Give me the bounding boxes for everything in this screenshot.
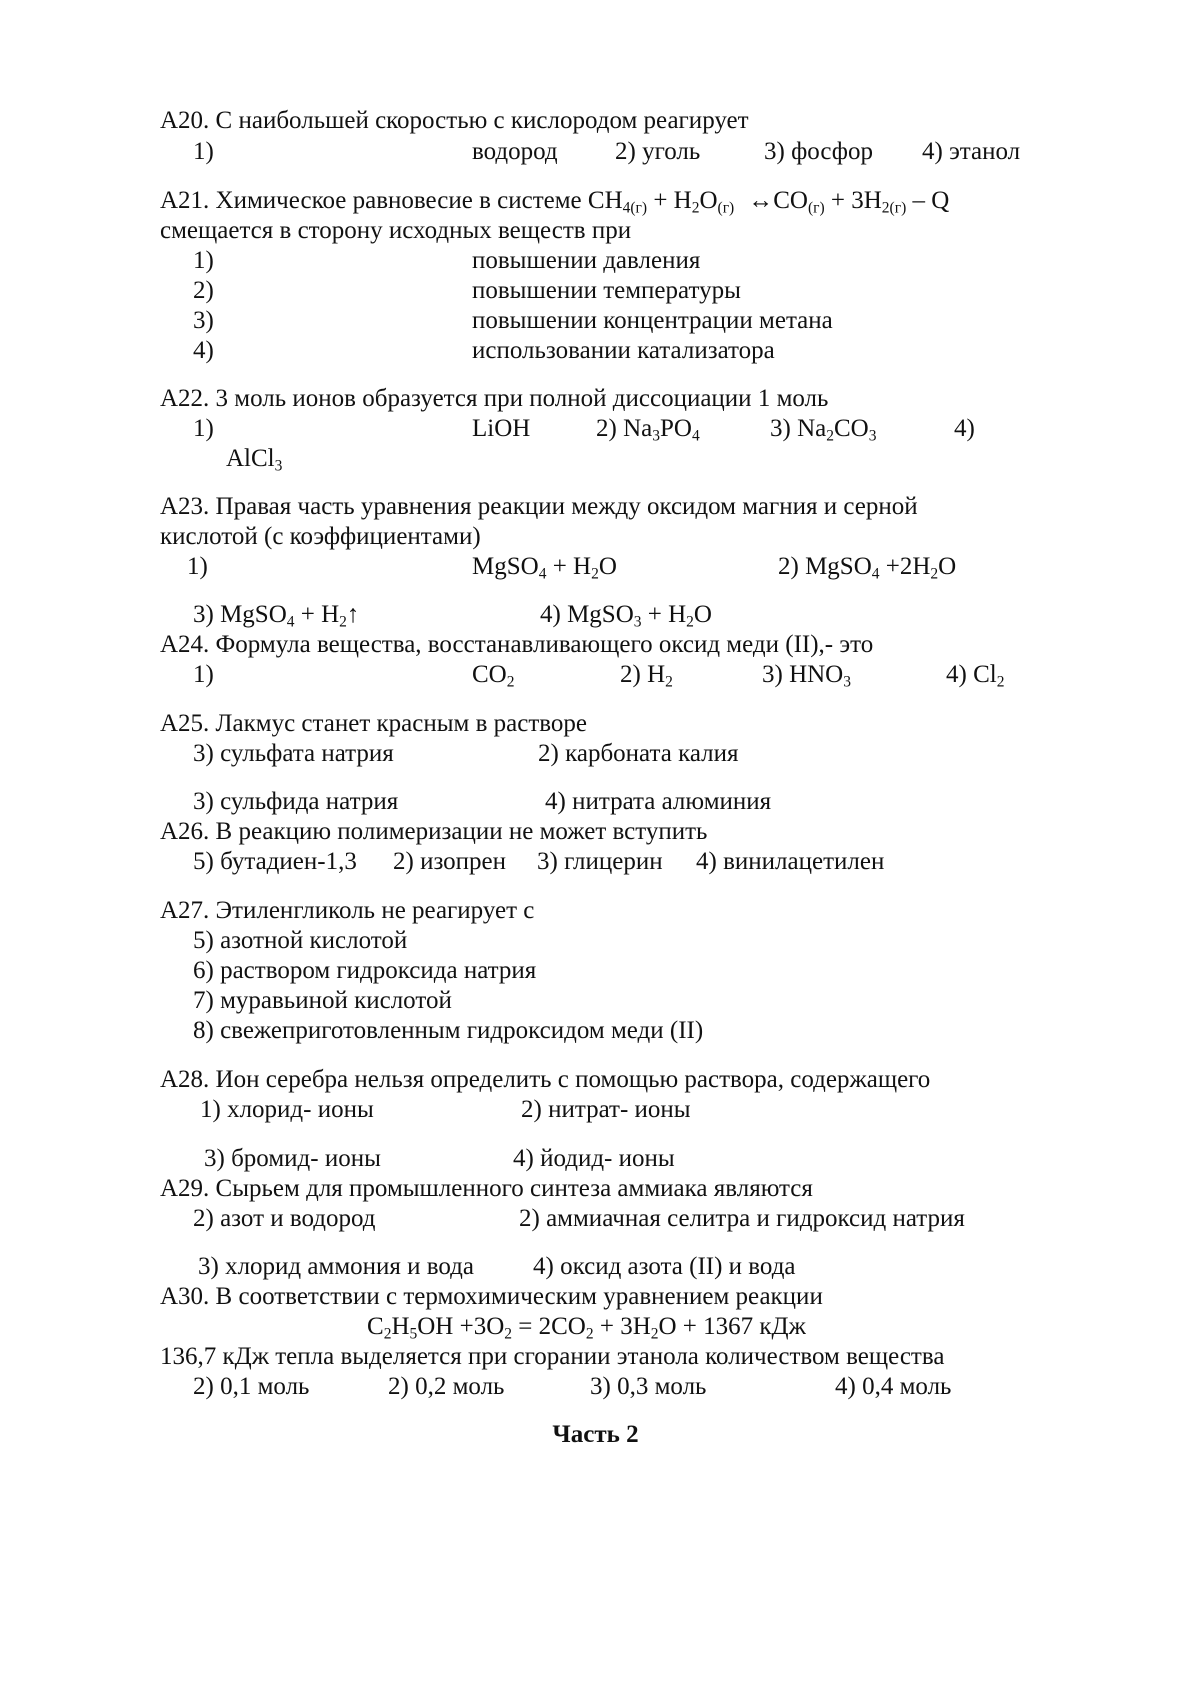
- question-a21-line1: А21. Химическое равновесие в системе $СН_{4(г)} + Н_2О_{(г)}$ $\leftrightarrow СО_{(г)} + 3Н_{2(г)} - Q$: [160, 187, 950, 217]
- option-4: 4) этанол: [922, 138, 1021, 165]
- option-a27-3: 7) муравьиной кислотой: [193, 987, 452, 1014]
- question-a28: А28. Ион серебра нельзя определить с помощью раствора, содержащего: [160, 1066, 931, 1093]
- option-number: 1): [193, 138, 214, 165]
- option-2: 2) уголь: [615, 138, 701, 165]
- option-1: водород: [472, 138, 558, 165]
- option-a27-1: 5) азотной кислотой: [193, 927, 408, 954]
- question-a29: А29. Сырьем для промышленного синтеза аммиака являются: [160, 1175, 813, 1202]
- question-a20: А20. С наибольшей скоростью с кислородом реагирует: [160, 107, 749, 134]
- question-a25: А25. Лакмус станет красным в растворе: [160, 710, 587, 737]
- document-page: А20. С наибольшей скоростью с кислородом реагирует 1) водород 2) уголь 3) фосфор 4) этанол А21. Химическое равновесие в системе $СН_{4(г)} + Н_2О_{(г)}$ $\leftrightarrow СО_{(г)} + 3Н_{2(г)} - Q$ смещается в сторону исходных веществ при 1) повышении давления 2) повышении температуры 3) повышении концентрации метана 4) использовании катализатора А22. 3 моль ионов образуется при полной диссоциации 1 моль 1) LiOH 2) $Na_3PO_4$ 3) $Na_2CO_3$ 4) AlCl$_3$ А23. Правая часть уравнения реакции между оксидом магния и серной кислотой (с коэффициентами) 1) MgSO$_4$ + $H_2O$ 2) MgSO$_4$ $+2H_2O$ 3) MgSO$_4$ + $H_2↑$ 4) MgSO$_3$ + $H_2O$ А24. Формула вещества, восстанавливающего оксид меди (II),- это 1) $CO_2$ 2) $H_2$ 3) $HNO_3$ 4) $Cl_2$ А25. Лакмус станет красным в растворе 3) сульфата натрия 2) карбоната калия 3) сульфида натрия 4) нитрата алюминия А26. В реакцию полимеризации не может вступить 5) бутадиен-1,3 2) изопрен 3) глицерин 4) винилацетилен А27. Этиленгликоль не реагирует с 5) азотной кислотой 6) раствором гидроксида натрия 7) муравьиной кислотой 8) свежеприготовленным гидроксидом меди (II) А28. Ион серебра нельзя определить с помощью раствора, содержащего 1) хлорид- ионы 2) нитрат- ионы 3) бромид- ионы 4) йодид- ионы А29. Сырьем для промышленного синтеза аммиака являются 2) азот и водород 2) аммиачная селитра и гидроксид натрия 3) хлорид аммония и вода 4) оксид азота (II) и вода А30. В соответствии с термохимическим уравнением реакции $C_2H_5OH +3O_2 = 2CO_2 + 3H_2O + 1367$ кДж 136,7 кДж тепла выделяется при сгорании этанола количеством вещества 2) 0,1 моль 2) 0,2 моль 3) 0,3 моль 4) 0,4 моль Часть 2: [0, 0, 1191, 1684]
- option-a27-2: 6) раствором гидроксида натрия: [193, 957, 537, 984]
- option-3: 3) фосфор: [764, 138, 873, 165]
- question-a24: А24. Формула вещества, восстанавливающего оксид меди (II),- это: [160, 631, 874, 658]
- question-a27: А27. Этиленгликоль не реагирует с: [160, 897, 535, 924]
- section-heading-part-2: Часть 2: [552, 1421, 639, 1448]
- question-a23-line1: А23. Правая часть уравнения реакции между оксидом магния и серной: [160, 493, 918, 520]
- thermochemical-equation: $C_2H_5OH +3O_2 = 2CO_2 + 3H_2O + 1367$ кДж: [367, 1313, 806, 1343]
- option-a22-4: AlCl$_3$: [226, 445, 283, 475]
- question-a21-line2: смещается в сторону исходных веществ при: [160, 217, 632, 244]
- question-a26: А26. В реакцию полимеризации не может вступить: [160, 818, 708, 845]
- question-a30-line2: 136,7 кДж тепла выделяется при сгорании этанола количеством вещества: [160, 1343, 945, 1370]
- option-a27-4: 8) свежеприготовленным гидроксидом меди (II): [193, 1017, 704, 1044]
- question-a23-line2: кислотой (с коэффициентами): [160, 523, 481, 550]
- question-a22: А22. 3 моль ионов образуется при полной диссоциации 1 моль: [160, 385, 829, 412]
- question-a30: А30. В соответствии с термохимическим уравнением реакции: [160, 1283, 823, 1310]
